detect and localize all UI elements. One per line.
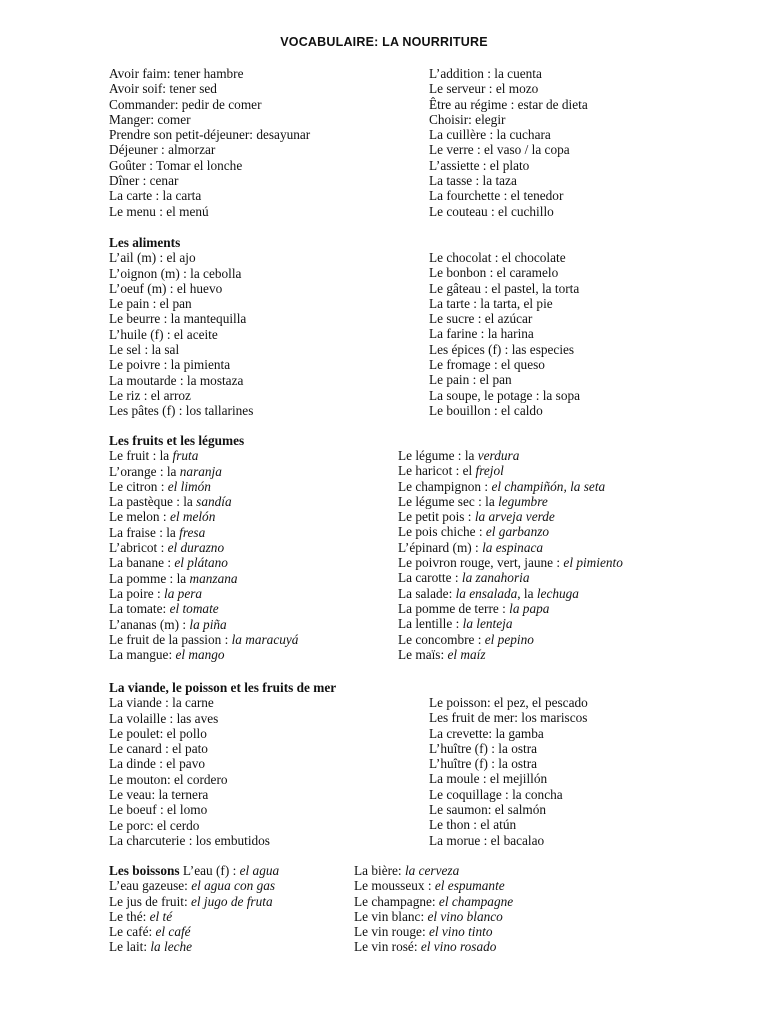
vocab-line: La volaille : las aves	[109, 710, 219, 726]
vocab-line: Le menu : el menú	[109, 203, 209, 219]
vocab-line: La tomate: el tomate	[109, 601, 219, 617]
vocab-line: Le pain : el pan	[429, 372, 512, 388]
vocab-line: Le vin blanc: el vino blanco	[354, 908, 503, 924]
vocab-line: Le poisson: el pez, el pescado	[429, 695, 588, 710]
boissons-left	[109, 863, 279, 955]
vocab-line: Le pain : el pan	[109, 296, 192, 312]
vocab-line: L’addition : la cuenta	[429, 66, 542, 81]
vocab-line: Le bonbon : el caramelo	[429, 265, 559, 281]
vocab-line: Le fromage : el queso	[429, 357, 545, 373]
page-title: VOCABULAIRE: LA NOURRITURE	[280, 35, 488, 49]
vocab-line: La soupe, le potage : la sopa	[429, 387, 581, 403]
vocab-line: Le sel : la sal	[109, 342, 180, 358]
vocab-line: Le vin rosé: el vino rosado	[354, 939, 497, 955]
fruits-right	[398, 448, 623, 662]
vocab-line: La pomme : la manzana	[109, 570, 238, 586]
vocab-line: La charcuterie : los embutidos	[109, 832, 270, 848]
viande-left	[109, 680, 336, 848]
section-heading: Les aliments	[109, 235, 181, 250]
fruits-left	[109, 433, 298, 662]
vocab-line: Être au régime : estar de dieta	[429, 96, 588, 112]
vocab-line: La fourchette : el tenedor	[429, 188, 564, 204]
vocab-line: L’huître (f) : la ostra	[429, 756, 538, 772]
general-vocab-right	[429, 66, 588, 219]
vocab-line: Le café: el café	[109, 924, 191, 940]
vocab-line: Avoir soif: tener sed	[109, 81, 217, 97]
vocab-line: Le pois chiche : el garbanzo	[398, 524, 550, 540]
vocab-line: Dîner : cenar	[109, 173, 179, 189]
vocab-line: Le vin rouge: el vino tinto	[354, 924, 493, 940]
vocab-line: Le serveur : el mozo	[429, 81, 539, 97]
vocab-line: Le petit pois : la arveja verde	[398, 509, 555, 525]
vocab-line: Avoir faim: tener hambre	[109, 66, 244, 81]
vocab-line: Le lait: la leche	[109, 939, 193, 955]
vocab-line: Le bouillon : el caldo	[429, 402, 543, 418]
vocab-line: La crevette: la gamba	[429, 725, 544, 741]
vocab-line: Le couteau : el cuchillo	[429, 203, 554, 219]
vocab-line: Le mousseux : el espumante	[354, 878, 505, 894]
vocab-line: La poire : la pera	[109, 585, 203, 601]
vocab-line: Le légume sec : la legumbre	[398, 493, 548, 509]
vocab-line: L’oignon (m) : la cebolla	[109, 265, 242, 281]
vocab-line: L’eau gazeuse: el agua con gas	[109, 878, 276, 894]
vocab-line: Le mouton: el cordero	[109, 771, 228, 787]
vocab-line: La carte : la carta	[109, 188, 202, 204]
vocab-line: Le fruit de la passion : la maracuyá	[109, 631, 299, 647]
vocab-line: La moutarde : la mostaza	[109, 372, 244, 388]
vocab-line: Commander: pedir de comer	[109, 96, 262, 112]
vocab-line: Les fruit de mer: los mariscos	[429, 710, 588, 726]
vocab-line: Le poivron rouge, vert, jaune : el pimiento	[398, 555, 623, 571]
vocab-line: L’huile (f) : el aceite	[109, 326, 218, 342]
vocab-line: Goûter : Tomar el lonche	[109, 157, 243, 173]
vocab-line: La carotte : la zanahoria	[398, 570, 530, 586]
vocab-line: Le veau: la ternera	[109, 787, 209, 803]
vocab-line: Le beurre : la mantequilla	[109, 311, 247, 327]
vocab-line: La bière: la cerveza	[354, 863, 460, 878]
aliments-right	[429, 250, 580, 418]
vocab-line: Le citron : el limón	[109, 478, 211, 494]
vocab-line: Les pâtes (f) : los tallarines	[109, 403, 254, 419]
vocab-line: Le boeuf : el lomo	[109, 802, 208, 818]
section-heading: La viande, le poisson et les fruits de mer	[109, 680, 337, 695]
vocab-line: Le riz : el arroz	[109, 387, 191, 403]
vocab-line: Choisir: elegir	[429, 111, 506, 127]
vocab-line: Le gâteau : el pastel, la torta	[429, 280, 580, 296]
vocab-line: Prendre son petit-déjeuner: desayunar	[109, 127, 311, 143]
vocab-line: La banane : el plátano	[109, 555, 228, 571]
vocab-line: L’assiette : el plato	[429, 157, 530, 173]
vocab-line: L’ail (m) : el ajo	[109, 250, 196, 266]
vocab-line: La morue : el bacalao	[429, 832, 545, 848]
vocab-line: Le porc: el cerdo	[109, 817, 200, 833]
vocab-line: Le haricot : el frejol	[398, 463, 504, 479]
vocab-line: La lentille : la lenteja	[398, 616, 513, 632]
vocab-line: Le poulet: el pollo	[109, 725, 207, 741]
vocab-line: Le verre : el vaso / la copa	[429, 142, 570, 158]
vocab-line: L’épinard (m) : la espinaca	[398, 539, 544, 555]
vocab-line: L’huître (f) : la ostra	[429, 740, 538, 756]
vocab-line: Le sucre : el azúcar	[429, 311, 533, 327]
vocab-line: Le thé: el té	[109, 908, 173, 924]
vocab-line: Le saumon: el salmón	[429, 802, 547, 818]
vocab-line: La salade: la ensalada, la lechuga	[398, 585, 579, 601]
vocab-line: Déjeuner : almorzar	[109, 142, 216, 158]
vocab-line: L’abricot : el durazno	[109, 540, 225, 556]
vocab-line: Manger: comer	[109, 111, 191, 127]
vocab-line: Le champagne: el champagne	[354, 893, 514, 909]
vocab-line: Le fruit : la fruta	[109, 448, 199, 464]
vocab-line: La dinde : el pavo	[109, 756, 205, 772]
vocab-line: Le jus de fruit: el jugo de fruta	[109, 893, 273, 909]
vocab-line: Le champignon : el champiñón, la seta	[398, 478, 606, 494]
vocab-line: La pastèque : la sandía	[109, 494, 232, 510]
vocab-line: La mangue: el mango	[109, 647, 225, 663]
vocab-line: Les épices (f) : las especies	[429, 341, 575, 357]
vocab-line: Le melon : el melón	[109, 509, 216, 525]
boissons-right	[354, 863, 513, 955]
vocab-line: Le coquillage : la concha	[429, 786, 563, 802]
vocab-line: L’ananas (m) : la piña	[109, 616, 227, 632]
section-heading: Les fruits et les légumes	[109, 433, 245, 448]
vocab-line: La fraise : la fresa	[109, 524, 206, 540]
vocab-line: Le chocolat : el chocolate	[429, 250, 566, 265]
vocab-line: L’oeuf (m) : el huevo	[109, 280, 223, 296]
vocab-line: La tasse : la taza	[429, 173, 517, 189]
vocab-line: La tarte : la tarta, el pie	[429, 295, 553, 311]
vocab-line: La moule : el mejillón	[429, 771, 548, 787]
general-vocab-left	[109, 66, 310, 219]
vocab-line: L’orange : la naranja	[109, 463, 222, 479]
vocab-line: La farine : la harina	[429, 326, 534, 342]
vocab-line: Le légume : la verdura	[398, 448, 520, 463]
vocab-line: La viande : la carne	[109, 695, 214, 711]
vocab-line: Le maïs: el maíz	[398, 646, 486, 662]
vocab-line: La pomme de terre : la papa	[398, 600, 550, 616]
section-heading: Les boissons	[109, 863, 180, 878]
viande-right	[429, 695, 588, 848]
vocab-line: Le concombre : el pepino	[398, 631, 534, 647]
aliments-left	[109, 235, 253, 419]
vocab-line: Le canard : el pato	[109, 741, 208, 757]
vocab-line: Le thon : el atún	[429, 817, 517, 833]
vocab-line: La cuillère : la cuchara	[429, 127, 551, 143]
vocab-line: Les boissons L’eau (f) : el agua	[109, 863, 280, 878]
vocab-line: Le poivre : la pimienta	[109, 357, 231, 373]
